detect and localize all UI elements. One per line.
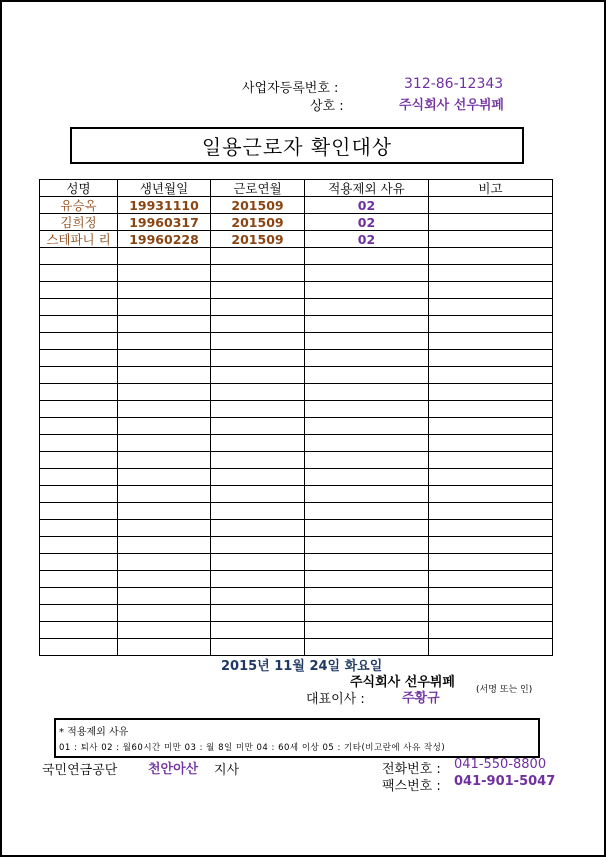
empty-cell	[40, 401, 118, 418]
footer-company: 주식회사 선우뷔페	[350, 675, 455, 690]
empty-cell	[211, 639, 305, 656]
table-row-empty	[40, 486, 553, 503]
empty-cell	[118, 384, 211, 401]
empty-cell	[40, 537, 118, 554]
empty-cell	[211, 384, 305, 401]
empty-cell	[429, 588, 553, 605]
table-row-empty	[40, 333, 553, 350]
empty-cell	[118, 554, 211, 571]
document-title: 일용근로자 확인대상	[201, 135, 393, 159]
col-header-work-month: 근로연월	[211, 180, 305, 197]
empty-cell	[118, 588, 211, 605]
table-row-empty	[40, 299, 553, 316]
empty-cell	[305, 571, 429, 588]
empty-cell	[40, 588, 118, 605]
empty-cell	[429, 333, 553, 350]
empty-cell	[211, 418, 305, 435]
representative-label: 대표이사 :	[306, 692, 365, 707]
empty-cell	[40, 469, 118, 486]
empty-cell	[429, 282, 553, 299]
empty-cell	[211, 265, 305, 282]
empty-cell	[429, 316, 553, 333]
empty-cell	[429, 299, 553, 316]
cell-exclusion-code: 02	[305, 231, 429, 248]
empty-cell	[305, 435, 429, 452]
empty-cell	[211, 401, 305, 418]
col-header-remarks: 비고	[429, 180, 553, 197]
empty-cell	[40, 435, 118, 452]
table-row-empty	[40, 639, 553, 656]
table-row-empty	[40, 554, 553, 571]
empty-cell	[118, 282, 211, 299]
fax-value: 041-901-5047	[454, 774, 556, 789]
empty-cell	[211, 469, 305, 486]
empty-cell	[118, 622, 211, 639]
cell-work-month: 201509	[211, 214, 305, 231]
empty-cell	[305, 520, 429, 537]
empty-cell	[429, 486, 553, 503]
empty-cell	[305, 248, 429, 265]
table-row-empty	[40, 418, 553, 435]
empty-cell	[429, 503, 553, 520]
sign-note: (서명 또는 인)	[476, 685, 533, 695]
empty-cell	[429, 469, 553, 486]
empty-cell	[211, 333, 305, 350]
table-row-empty	[40, 435, 553, 452]
cell-birthdate: 19960317	[118, 214, 211, 231]
empty-cell	[40, 452, 118, 469]
cell-remarks	[429, 197, 553, 214]
branch-name: 천안아산	[148, 762, 199, 777]
table-row-empty	[40, 367, 553, 384]
empty-cell	[211, 520, 305, 537]
empty-cell	[118, 299, 211, 316]
phone-label: 전화번호 :	[382, 762, 441, 777]
table-row-empty	[40, 316, 553, 333]
empty-cell	[211, 503, 305, 520]
exclusion-reason-notes	[54, 718, 540, 758]
empty-cell	[40, 639, 118, 656]
empty-cell	[40, 316, 118, 333]
empty-cell	[118, 537, 211, 554]
cell-exclusion-code: 02	[305, 197, 429, 214]
table-row-empty	[40, 537, 553, 554]
cell-birthdate: 19960228	[118, 231, 211, 248]
empty-cell	[118, 418, 211, 435]
empty-cell	[429, 418, 553, 435]
empty-cell	[118, 605, 211, 622]
empty-cell	[305, 486, 429, 503]
empty-cell	[40, 248, 118, 265]
empty-cell	[429, 605, 553, 622]
fax-label: 팩스번호 :	[382, 779, 441, 794]
empty-cell	[211, 571, 305, 588]
col-header-name: 성명	[40, 180, 118, 197]
empty-cell	[305, 316, 429, 333]
table-row-empty	[40, 282, 553, 299]
empty-cell	[118, 248, 211, 265]
cell-work-month: 201509	[211, 197, 305, 214]
empty-cell	[40, 384, 118, 401]
table-row-empty	[40, 605, 553, 622]
table-row-empty	[40, 401, 553, 418]
empty-cell	[40, 503, 118, 520]
empty-cell	[305, 605, 429, 622]
empty-cell	[40, 520, 118, 537]
cell-work-month: 201509	[211, 231, 305, 248]
empty-cell	[211, 299, 305, 316]
empty-cell	[305, 265, 429, 282]
empty-cell	[211, 350, 305, 367]
empty-cell	[118, 639, 211, 656]
company-value: 주식회사 선우뷔페	[399, 98, 504, 113]
table-row-empty	[40, 622, 553, 639]
empty-cell	[305, 384, 429, 401]
cell-name: 김희정	[40, 214, 118, 231]
empty-cell	[305, 333, 429, 350]
empty-cell	[211, 588, 305, 605]
empty-cell	[118, 367, 211, 384]
empty-cell	[40, 418, 118, 435]
empty-cell	[305, 452, 429, 469]
table-row-empty	[40, 588, 553, 605]
empty-cell	[118, 520, 211, 537]
biz-reg-value: 312-86-12343	[404, 76, 504, 92]
empty-cell	[118, 265, 211, 282]
empty-cell	[305, 367, 429, 384]
empty-cell	[211, 248, 305, 265]
table-row-empty	[40, 503, 553, 520]
empty-cell	[305, 299, 429, 316]
empty-cell	[40, 605, 118, 622]
empty-cell	[305, 350, 429, 367]
cell-birthdate: 19931110	[118, 197, 211, 214]
cell-exclusion-code: 02	[305, 214, 429, 231]
cell-name: 스테파니 리	[40, 231, 118, 248]
empty-cell	[118, 333, 211, 350]
empty-cell	[305, 622, 429, 639]
worker-table	[39, 179, 553, 656]
table-row-empty	[40, 469, 553, 486]
empty-cell	[429, 537, 553, 554]
empty-cell	[429, 265, 553, 282]
empty-cell	[40, 571, 118, 588]
empty-cell	[40, 554, 118, 571]
cell-name: 유승옥	[40, 197, 118, 214]
empty-cell	[211, 435, 305, 452]
empty-cell	[40, 486, 118, 503]
empty-cell	[305, 401, 429, 418]
branch-suffix: 지사	[214, 763, 240, 778]
document-title-box	[70, 127, 524, 164]
empty-cell	[211, 537, 305, 554]
empty-cell	[429, 571, 553, 588]
company-label: 상호 :	[310, 99, 344, 114]
empty-cell	[429, 367, 553, 384]
notes-text: 01 : 퇴사 02 : 월60시간 미만 03 : 월 8일 미만 04 : 60세 이상 05 : 기타(비고란에 사유 작성)	[59, 743, 446, 753]
col-header-exclusion-reason: 적용제외 사유	[305, 180, 429, 197]
table-row-empty	[40, 571, 553, 588]
empty-cell	[211, 554, 305, 571]
table-row	[40, 214, 553, 231]
empty-cell	[305, 554, 429, 571]
empty-cell	[118, 503, 211, 520]
phone-value: 041-550-8800	[454, 757, 547, 772]
col-header-birthdate: 생년월일	[118, 180, 211, 197]
empty-cell	[118, 571, 211, 588]
empty-cell	[40, 282, 118, 299]
empty-cell	[429, 435, 553, 452]
empty-cell	[305, 537, 429, 554]
table-row-empty	[40, 350, 553, 367]
cell-remarks	[429, 231, 553, 248]
empty-cell	[211, 486, 305, 503]
empty-cell	[118, 469, 211, 486]
empty-cell	[429, 384, 553, 401]
empty-cell	[40, 333, 118, 350]
table-row-empty	[40, 248, 553, 265]
empty-cell	[429, 639, 553, 656]
empty-cell	[429, 350, 553, 367]
biz-reg-label: 사업자등록번호 :	[242, 81, 339, 96]
table-row-empty	[40, 452, 553, 469]
empty-cell	[40, 299, 118, 316]
empty-cell	[211, 367, 305, 384]
empty-cell	[305, 588, 429, 605]
empty-cell	[429, 248, 553, 265]
table-row-empty	[40, 265, 553, 282]
empty-cell	[211, 605, 305, 622]
empty-cell	[305, 469, 429, 486]
empty-cell	[211, 282, 305, 299]
empty-cell	[40, 350, 118, 367]
empty-cell	[40, 622, 118, 639]
empty-cell	[40, 265, 118, 282]
empty-cell	[118, 350, 211, 367]
empty-cell	[429, 520, 553, 537]
notes-title: * 적용제외 사유	[59, 727, 129, 738]
empty-cell	[118, 452, 211, 469]
empty-cell	[305, 639, 429, 656]
empty-cell	[429, 401, 553, 418]
empty-cell	[211, 316, 305, 333]
table-row	[40, 231, 553, 248]
table-row-empty	[40, 520, 553, 537]
empty-cell	[305, 503, 429, 520]
empty-cell	[305, 282, 429, 299]
empty-cell	[118, 435, 211, 452]
empty-cell	[429, 452, 553, 469]
agency-name: 국민연금공단	[42, 763, 118, 778]
empty-cell	[118, 316, 211, 333]
empty-cell	[211, 622, 305, 639]
cell-remarks	[429, 214, 553, 231]
table-row-empty	[40, 384, 553, 401]
table-header-row	[40, 180, 553, 197]
representative-name: 주황규	[402, 691, 440, 706]
empty-cell	[118, 401, 211, 418]
empty-cell	[40, 367, 118, 384]
empty-cell	[429, 554, 553, 571]
empty-cell	[211, 452, 305, 469]
document-date: 2015년 11월 24일 화요일	[221, 659, 383, 674]
empty-cell	[305, 418, 429, 435]
table-row	[40, 197, 553, 214]
empty-cell	[429, 622, 553, 639]
empty-cell	[118, 486, 211, 503]
